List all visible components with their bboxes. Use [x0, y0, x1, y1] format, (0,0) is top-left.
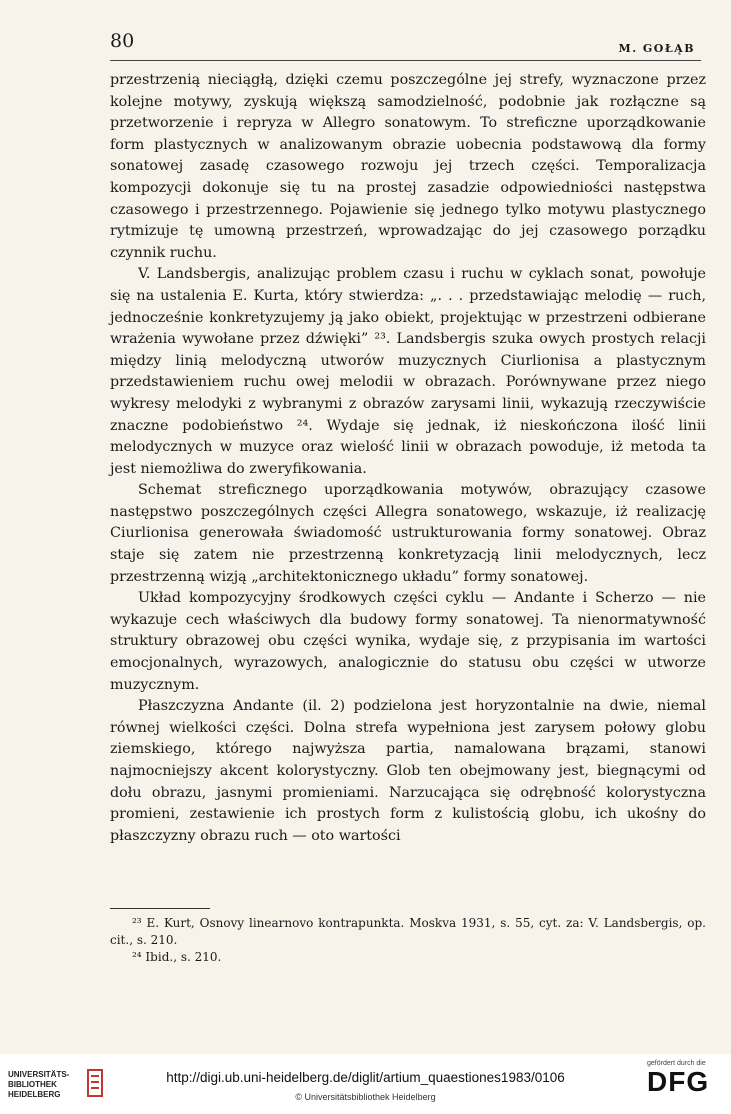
footnote-rule: [110, 908, 210, 909]
header-rule: [110, 60, 701, 61]
footnote: ²³ E. Kurt, Osnovy linearnovo kontrapunkta. Moskva 1931, s. 55, cyt. za: V. Landsbergis, op. cit., s. 210.: [110, 916, 706, 947]
body-text: [110, 70, 706, 847]
logo-line: UNIVERSITÄTS-: [8, 1070, 70, 1079]
source-url-link[interactable]: http://digi.ub.uni-heidelberg.de/diglit/artium_quaestiones1983/0106: [166, 1070, 565, 1085]
copyright-notice: © Universitätsbibliothek Heidelberg: [295, 1092, 436, 1102]
running-head: M. GOŁĄB: [618, 42, 695, 55]
paragraph: V. Landsbergis, analizując problem czasu i ruchu w cyklach sonat, powołuje się na ustalenia E. Kurta, który stwierdza: „. . . przedstawiając melodię — ruch, jednocześnie konkretyzujemy ją jako obiekt, projektując w przestrzeni odbierane wrażenia wywołane przez dźwięki” ²³. Landsbergis szuka owych prostych relacji między linią melodyczną utworów muzycznych Ciurlionisa a plastycznym przedstawieniem ruchu owej melodii w obrazach. Porównywane przez niego wykresy melodyki z wybranymi z obrazów zarysami linii, wykazują rzeczywiście znaczne podobieństwo ²⁴. Wydaje się jednak, iż nieskończona ilość linii melodycznych w muzyce oraz wielość linii w obrazach powoduje, iż metoda ta jest niemożliwa do zweryfikowania.: [110, 266, 706, 477]
logo-line: BIBLIOTHEK: [8, 1080, 57, 1089]
paragraph: przestrzenią nieciągłą, dzięki czemu poszczególne jej strefy, wyznaczone przez kolejne motywy, zyskują większą samodzielność, podobnie jak rozłączne są przetworzenie i repryza w Allegro sonatowym. To streficzne uporządkowanie form plastycznych w analizowanym obrazie uobecnia podstawową dla formy sonatowej zasadę czasowego rozwoju jej trzech części. Temporalizacja kompozycji dokonuje się tu na prostej zasadzie odpowiedniości następstwa czasowego i przestrzennego. Pojawienie się jednego tylko motywu plastycznego rytmizuje tę umowną przestrzeń, wprowadzając do jej czasowego porządku czynnik ruchu.: [110, 72, 706, 261]
viewer-footer: [0, 1054, 731, 1114]
footnotes: [110, 915, 706, 966]
paragraph: Układ kompozycyjny środkowych części cyklu — Andante i Scherzo — nie wykazuje cech właściwych dla budowy formy sonatowej. Ta nienormatywność struktury obrazowej obu części wynika, wydaje się, z przypisania im wartości emocjonalnych, wyrazowych, analogicznie do statusu obu części w utworze muzycznym.: [110, 590, 706, 693]
logo-line: HEIDELBERG: [8, 1090, 61, 1099]
paragraph: Płaszczyzna Andante (il. 2) podzielona jest horyzontalnie na dwie, niemal równej wielkości części. Dolna strefa wypełniona jest zarysem połowy globu ziemskiego, którego najwyższa partia, namalowana brązami, stanowi najmocniejszy akcent kolorystyczny. Glob ten obejmowany jest, biegnącymi od dołu obrazu, jasnymi promieniami. Narzucająca się odrębność kolorystyczna promieni, zestawienie ich prostych form z kulistością globu, ich ukośny do płaszczyzny obrazu ruch — oto wartości: [110, 698, 706, 844]
funder-name: DFG: [647, 1066, 710, 1097]
page-number: 80: [110, 30, 135, 52]
dfg-logo: [647, 1060, 719, 1097]
funding-note: gefördert durch die: [647, 1060, 706, 1067]
paragraph: Schemat streficznego uporządkowania motywów, obrazujący czasowe następstwo poszczególnych części Allegra sonatowego, wskazuje, iż realizację Ciurlionisa generowała świadomość ustrukturowania formy sonatowej. Obraz staje się zatem nie przestrzenną konkretyzacją linii melodycznych, lecz przestrzenną wizją „architektonicznego układu” formy sonatowej.: [110, 482, 706, 585]
footnote: ²⁴ Ibid., s. 210.: [132, 950, 222, 964]
